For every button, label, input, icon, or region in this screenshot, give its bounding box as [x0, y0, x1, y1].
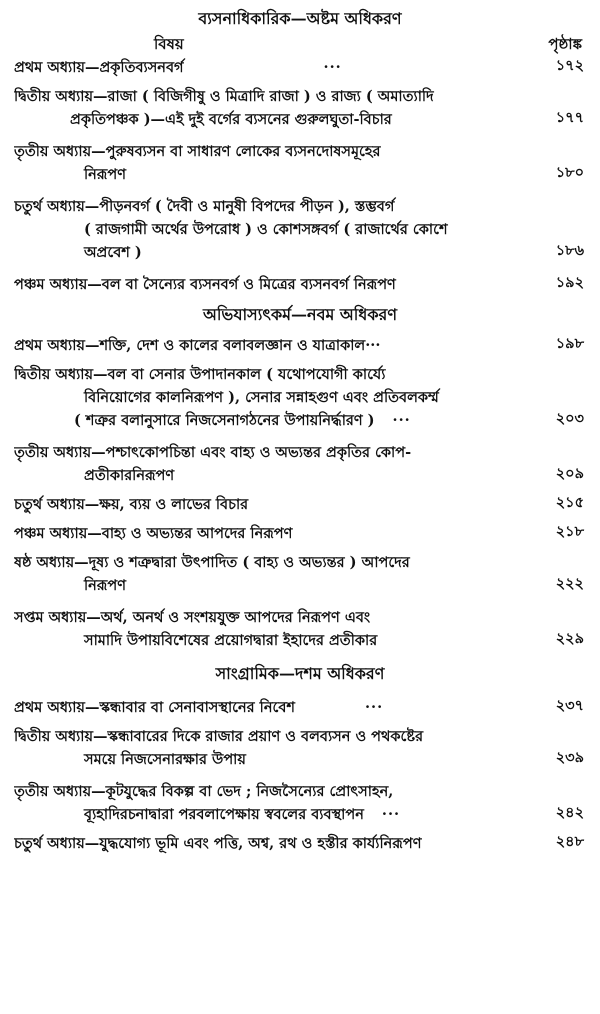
- toc-entry: [14, 334, 586, 357]
- page-number: ১৯২: [555, 274, 584, 291]
- page-number: ২২৯: [555, 630, 584, 647]
- page-number: ২০৩: [555, 410, 584, 427]
- entry-line: চতুর্থ অধ্যায়—যুদ্ধযোগ্য ভূমি এবং পত্তি, অশ্ব, রথ ও হস্তীর কার্য্যনিরূপণ: [14, 835, 422, 852]
- page-number: ২২২: [555, 575, 584, 592]
- leader-dots: ···: [381, 806, 401, 823]
- entry-line: প্রকৃতিপঞ্চক )—এই দুই বর্গের ব্যসনের গুরুলঘুতা-বিচার: [70, 111, 392, 128]
- section-title: ব্যসনাধিকারিক—অষ্টম অধিকরণ: [198, 9, 402, 28]
- toc-entry: [14, 725, 586, 771]
- entry-line: তৃতীয় অধ্যায়—পুরুষব্যসন বা সাধারণ লোকের ব্যসনদোষসমূহের: [14, 143, 381, 160]
- page-column-label: পৃষ্ঠাঙ্ক: [548, 35, 582, 53]
- entry-line: চতুর্থ অধ্যায়—ক্ষয়, ব্যয় ও লাভের বিচার: [14, 496, 249, 513]
- page-number: ২৪২: [555, 804, 584, 821]
- entry-line: ষষ্ঠ অধ্যায়—দূষ্য ও শত্রুদ্বারা উৎপাদিত ( বাহ্য ও অভ্যন্তর ) আপদের: [14, 554, 410, 571]
- entry-line: দ্বিতীয় অধ্যায়—রাজা ( বিজিগীষু ও মিত্রাদি রাজা ) ও রাজ্য ( অমাত্যাদি: [14, 88, 434, 105]
- toc-entry: [14, 696, 586, 719]
- leader-dots: ···: [392, 412, 411, 429]
- toc-entry: [14, 140, 586, 186]
- page-number: ২১৮: [555, 523, 584, 540]
- entry-line: পঞ্চম অধ্যায়—বল বা সৈন্যের ব্যসনবর্গ ও মিত্রের ব্যসনবর্গ নিরূপণ: [14, 276, 396, 293]
- entry-line: তৃতীয় অধ্যায়—পশ্চাৎকোপচিন্তা এবং বাহ্য ও অভ্যন্তর প্রকৃতির কোপ-: [14, 444, 412, 461]
- entry-line: দ্বিতীয় অধ্যায়—বল বা সেনার উপাদানকাল ( যথোপযোগী কার্য্যে: [14, 366, 386, 383]
- toc-entry: [14, 195, 586, 264]
- page-number: ২৪৮: [555, 833, 584, 850]
- page-number: ১৭৭: [555, 109, 584, 126]
- page-number: ২১৫: [555, 494, 584, 511]
- entry-line: ব্যূহাদিরচনাদ্বারা পরবলাপেক্ষায় স্ববলের ব্যবস্থাপন: [84, 806, 364, 823]
- page-number: ১৭২: [555, 57, 584, 74]
- section-title: অভিযাস্যৎকর্ম—নবম অধিকরণ: [202, 305, 398, 324]
- toc-entry: [14, 493, 586, 516]
- page-number: ২৩৯: [555, 749, 584, 766]
- page-number: ২৩৭: [555, 697, 584, 714]
- toc-entry: [14, 273, 586, 296]
- entry-line: ( রাজগামী অর্থের উপরোধ ) ও কোশসঙ্গবর্গ ( রাজার্থের কোশে: [84, 221, 448, 238]
- entry-line: নিরূপণ: [84, 166, 126, 183]
- toc-entry: [14, 85, 586, 131]
- page-number: ২০৯: [555, 465, 584, 482]
- page-number: ১৯৮: [555, 335, 584, 352]
- leader-dots: ···: [364, 699, 384, 716]
- toc-entry: [14, 441, 586, 487]
- entry-line: সময়ে নিজসেনারক্ষার উপায়: [84, 751, 246, 768]
- toc-entry: [14, 56, 586, 79]
- section-title: সাংগ্রামিক—দশম অধিকরণ: [215, 664, 385, 683]
- toc-entry: [14, 551, 586, 597]
- entry-line: সামাদি উপায়বিশেষের প্রয়োগদ্বারা ইহাদের প্রতীকার: [84, 632, 378, 649]
- entry-line: দ্বিতীয় অধ্যায়—স্কন্ধাবারের দিকে রাজার প্রয়াণ ও বলব্যসন ও পথকষ্টের: [14, 728, 424, 745]
- entry-line: চতুর্থ অধ্যায়—পীড়নবর্গ ( দৈবী ও মানুষী বিপদের পীড়ন ), স্তম্ভবর্গ: [14, 198, 395, 215]
- page-number: ১৮০: [555, 164, 584, 181]
- entry-line: প্রথম অধ্যায়—প্রকৃতিব্যসনবর্গ: [14, 59, 184, 76]
- column-header: [14, 32, 586, 56]
- entry-line: পঞ্চম অধ্যায়—বাহ্য ও অভ্যন্তর আপদের নিরূপণ: [14, 525, 293, 542]
- leader-dots: ···: [323, 59, 342, 76]
- entry-line: তৃতীয় অধ্যায়—কূটযুদ্ধের বিকল্প বা ভেদ ; নিজসৈন্যের প্রোৎসাহন,: [14, 783, 394, 800]
- page-number: ১৮৬: [555, 242, 584, 259]
- entry-line: প্রতীকারনিরূপণ: [84, 467, 175, 484]
- toc-entry: [14, 780, 586, 826]
- toc-entry: [14, 832, 586, 855]
- entry-line: অপ্রবেশ ): [84, 244, 142, 261]
- entry-line: নিরূপণ: [84, 577, 126, 594]
- subject-column-label: বিষয়: [154, 35, 184, 53]
- entry-line: ( শত্রুর বলানুসারে নিজসেনাগঠনের উপায়নির্দ্ধারণ ): [74, 412, 375, 429]
- toc-entry: [14, 606, 586, 652]
- toc-entry: [14, 522, 586, 545]
- entry-line: সপ্তম অধ্যায়—অর্থ, অনর্থ ও সংশয়যুক্ত আপদের নিরূপণ এবং: [14, 609, 371, 626]
- toc-entry: [14, 363, 586, 432]
- entry-line: প্রথম অধ্যায়—শক্তি, দেশ ও কালের বলাবলজ্ঞান ও যাত্রাকাল···: [14, 337, 381, 354]
- entry-line: বিনিয়োগের কালনিরূপণ ), সেনার সন্নাহগুণ এবং প্রতিবলকর্ম্ম: [84, 389, 439, 406]
- entry-line: প্রথম অধ্যায়—স্কন্ধাবার বা সেনাবাসস্থানের নিবেশ: [14, 699, 295, 716]
